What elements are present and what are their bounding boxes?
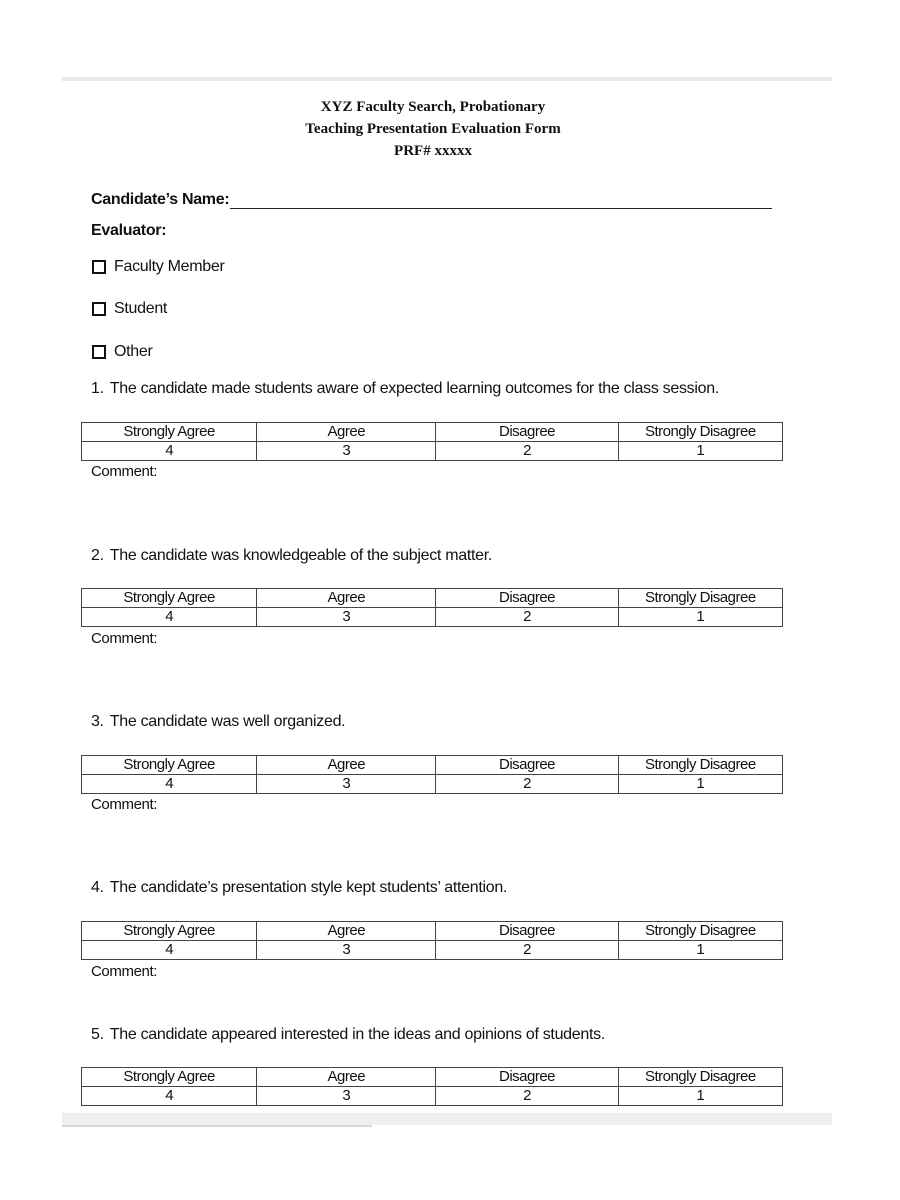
checkbox-icon[interactable]: [92, 260, 106, 274]
checkbox-icon[interactable]: [92, 302, 106, 316]
rating-header: Agree: [257, 756, 436, 775]
rating-value[interactable]: 3: [257, 442, 436, 461]
rating-header: Disagree: [436, 756, 618, 775]
rating-value[interactable]: 4: [82, 442, 257, 461]
evaluator-label: Evaluator:: [91, 222, 167, 239]
comment-label-1: Comment:: [91, 463, 157, 480]
evaluator-option-student[interactable]: [92, 300, 167, 318]
question-number: 3.: [91, 713, 104, 730]
evaluator-option-other[interactable]: [92, 343, 153, 361]
rating-header-row: [82, 423, 783, 442]
candidate-name-label: Candidate’s Name:: [91, 191, 230, 208]
question-4: [91, 879, 507, 897]
candidate-name-field: [91, 191, 772, 209]
page-top-border: [62, 77, 832, 81]
title-line-1: XYZ Faculty Search, Probationary: [320, 99, 546, 115]
question-number: 1.: [91, 380, 104, 397]
comment-label-2: Comment:: [91, 630, 157, 647]
option-label: Student: [114, 300, 168, 317]
rating-header: Agree: [257, 1068, 436, 1087]
rating-value[interactable]: 2: [436, 775, 618, 794]
rating-header: Strongly Disagree: [618, 922, 782, 941]
rating-header: Disagree: [436, 589, 618, 608]
rating-value-row: [82, 941, 783, 960]
checkbox-icon[interactable]: [92, 345, 106, 359]
rating-header: Agree: [257, 423, 436, 442]
rating-value[interactable]: 4: [82, 941, 257, 960]
rating-value[interactable]: 1: [618, 1087, 782, 1106]
question-5: [91, 1026, 605, 1044]
rating-table-2: [81, 588, 783, 627]
rating-value[interactable]: 3: [257, 775, 436, 794]
question-number: 5.: [91, 1026, 104, 1043]
rating-value[interactable]: 4: [82, 608, 257, 627]
question-text: The candidate’s presentation style kept students’ attention.: [109, 879, 508, 896]
rating-value[interactable]: 2: [436, 442, 618, 461]
rating-header: Disagree: [436, 922, 618, 941]
rating-header: Agree: [257, 589, 436, 608]
rating-value[interactable]: 2: [436, 941, 618, 960]
evaluator-option-faculty[interactable]: [92, 258, 225, 276]
title-line-2: Teaching Presentation Evaluation Form: [305, 121, 561, 137]
title-line-3: PRF# xxxxx: [394, 143, 472, 159]
rating-value[interactable]: 4: [82, 1087, 257, 1106]
rating-value[interactable]: 1: [618, 442, 782, 461]
rating-value-row: [82, 442, 783, 461]
option-label: Other: [114, 343, 153, 360]
rating-value[interactable]: 3: [257, 941, 436, 960]
rating-header: Strongly Agree: [82, 589, 257, 608]
page-bottom-border: [62, 1113, 832, 1125]
rating-header: Disagree: [436, 423, 618, 442]
rating-header: Disagree: [436, 1068, 618, 1087]
rating-value[interactable]: 3: [257, 1087, 436, 1106]
rating-value[interactable]: 1: [618, 941, 782, 960]
rating-header-row: [82, 922, 783, 941]
rating-value[interactable]: 2: [436, 1087, 618, 1106]
question-text: The candidate was knowledgeable of the subject matter.: [109, 547, 493, 564]
rating-table-5: [81, 1067, 783, 1106]
form-title: [0, 96, 866, 162]
rating-value[interactable]: 4: [82, 775, 257, 794]
rating-value[interactable]: 3: [257, 608, 436, 627]
comment-label-3: Comment:: [91, 796, 157, 813]
rating-header-row: [82, 1068, 783, 1087]
rating-value-row: [82, 608, 783, 627]
rating-header: Strongly Disagree: [618, 423, 782, 442]
question-2: [91, 547, 492, 565]
rating-header: Strongly Agree: [82, 922, 257, 941]
rating-header: Strongly Disagree: [618, 589, 782, 608]
rating-value-row: [82, 775, 783, 794]
page-bottom-shadow: [62, 1125, 372, 1127]
rating-header: Strongly Disagree: [618, 756, 782, 775]
rating-table-1: [81, 422, 783, 461]
rating-header: Strongly Agree: [82, 756, 257, 775]
rating-value[interactable]: 1: [618, 775, 782, 794]
question-text: The candidate was well organized.: [109, 713, 346, 730]
comment-label-4: Comment:: [91, 963, 157, 980]
rating-value[interactable]: 2: [436, 608, 618, 627]
rating-header-row: [82, 589, 783, 608]
rating-table-3: [81, 755, 783, 794]
question-text: The candidate made students aware of expected learning outcomes for the class session.: [109, 380, 719, 397]
rating-header: Strongly Agree: [82, 423, 257, 442]
rating-value[interactable]: 1: [618, 608, 782, 627]
question-number: 4.: [91, 879, 104, 896]
rating-value-row: [82, 1087, 783, 1106]
rating-table-4: [81, 921, 783, 960]
rating-header: Strongly Disagree: [618, 1068, 782, 1087]
rating-header: Strongly Agree: [82, 1068, 257, 1087]
question-text: The candidate appeared interested in the ideas and opinions of students.: [109, 1026, 605, 1043]
question-3: [91, 713, 345, 731]
rating-header-row: [82, 756, 783, 775]
rating-header: Agree: [257, 922, 436, 941]
question-number: 2.: [91, 547, 104, 564]
candidate-name-input-line[interactable]: [230, 191, 772, 209]
question-1: [91, 380, 719, 398]
option-label: Faculty Member: [114, 258, 225, 275]
